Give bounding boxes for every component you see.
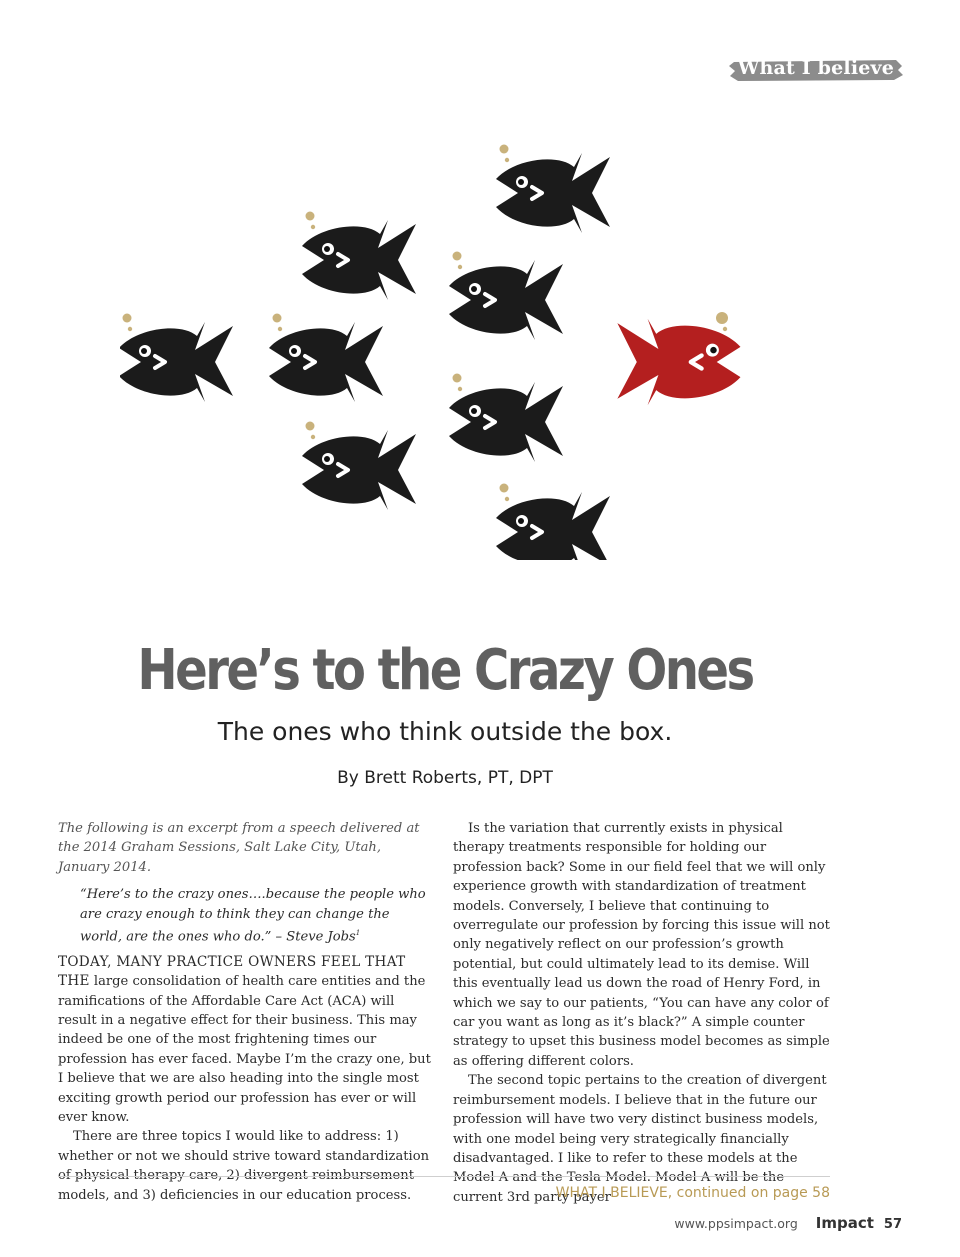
bubble-icon — [306, 422, 315, 431]
footer-divider — [58, 1176, 830, 1177]
bubble-icon — [453, 252, 462, 261]
article-paragraph-1-text: large consolidation of health care entities and the ramifications of the Affordable Care Act (ACA) will result in a negative effect for their business. This may indeed be one of the most frightening times our profession has ever faced. Maybe I’m the crazy one, but I believe that we are also heading into the single most exciting growth period our profession has ever or will ever know. — [58, 974, 431, 1126]
article-paragraph-2: There are three topics I would like to address: 1) whether or not we should strive toward standardization of physical therapy care, 2) divergent reimbursement models, and 3) deficiencies in our education process. — [58, 1129, 430, 1203]
bubble-icon — [311, 225, 315, 229]
bubble-icon — [273, 314, 282, 323]
black-fish-icon — [120, 322, 233, 402]
black-fish-icon — [302, 430, 416, 510]
article-paragraph-3: Is the variation that currently exists in physical therapy treatments responsible for holding our profession back? Some in our field feel that we will only experience growth with standardization of treatment models. Conversely, I believe that continuing to overregulate our profession by forcing this issue will not only negatively reflect on our profession’s growth potential, but could ultimately lead to its demise. Will this eventually lead us down the road of Henry Ford, in which we say to our patients, “You can have any color of car you want as long as it’s black?” A simple counter strategy to upset this business model becomes as simple as offering different colors. — [453, 821, 830, 1069]
bubble-icon — [500, 484, 509, 493]
section-tag-label: What I believe — [737, 57, 895, 79]
bubble-icon — [716, 312, 728, 324]
black-fish-icon — [496, 492, 610, 560]
quote-text: “Here’s to the crazy ones….because the people who are crazy enough to think they can change the world, are the ones who do.” – Steve Jobs — [80, 887, 426, 945]
bubble-icon — [278, 327, 282, 331]
footer-page-number: 57 — [883, 1217, 902, 1232]
article-intro: The following is an excerpt from a speech delivered at the 2014 Graham Sessions, Salt Lake City, Utah, January 2014. — [58, 821, 420, 875]
continued-link[interactable]: WHAT I BELIEVE, continued on page 58 — [555, 1185, 830, 1201]
bubble-icon — [306, 212, 315, 221]
quote-footnote-ref: 1 — [355, 929, 361, 938]
bubble-icon — [123, 314, 132, 323]
black-fish-icon — [496, 153, 610, 233]
article-byline: By Brett Roberts, PT, DPT — [337, 768, 553, 788]
bubble-icon — [505, 158, 509, 162]
footer-magazine-name: Impact — [815, 1214, 874, 1232]
section-tag — [728, 56, 904, 84]
black-fish-icon — [269, 322, 383, 402]
bubble-icon — [500, 145, 509, 154]
black-fish-icon — [449, 260, 563, 340]
fish-school-illustration — [120, 140, 760, 560]
bubble-icon — [723, 327, 727, 331]
bubble-icon — [458, 387, 462, 391]
bubble-icon — [128, 327, 132, 331]
article-subtitle: The ones who think outside the box. — [217, 717, 673, 746]
footer-url[interactable]: www.ppsimpact.org — [674, 1216, 798, 1231]
article-title: Here’s to the Crazy Ones — [137, 638, 753, 703]
black-fish-icon — [449, 382, 563, 462]
bubble-icon — [453, 374, 462, 383]
bubble-icon — [311, 435, 315, 439]
red-fish-icon — [617, 319, 740, 405]
bubble-icon — [505, 497, 509, 501]
article-paragraph-4: The second topic pertains to the creation of divergent reimbursement models. I believe that in the future our profession will have two very distinct business models, with one model being very strategically financially disadvantaged. I like to refer to these models at the Model A and the Tesla Model. Model A will be the current 3rd party payer — [453, 1073, 827, 1205]
article-lead-in: TODAY, MANY PRACTICE OWNERS FEEL THAT THE — [58, 953, 406, 990]
bubble-icon — [458, 265, 462, 269]
article-column-left — [58, 819, 436, 1205]
article-column-right — [453, 819, 831, 1207]
page-footer — [674, 1214, 902, 1232]
article-paragraph-1 — [58, 953, 436, 1128]
article-quote — [58, 885, 436, 947]
black-fish-icon — [302, 220, 416, 300]
